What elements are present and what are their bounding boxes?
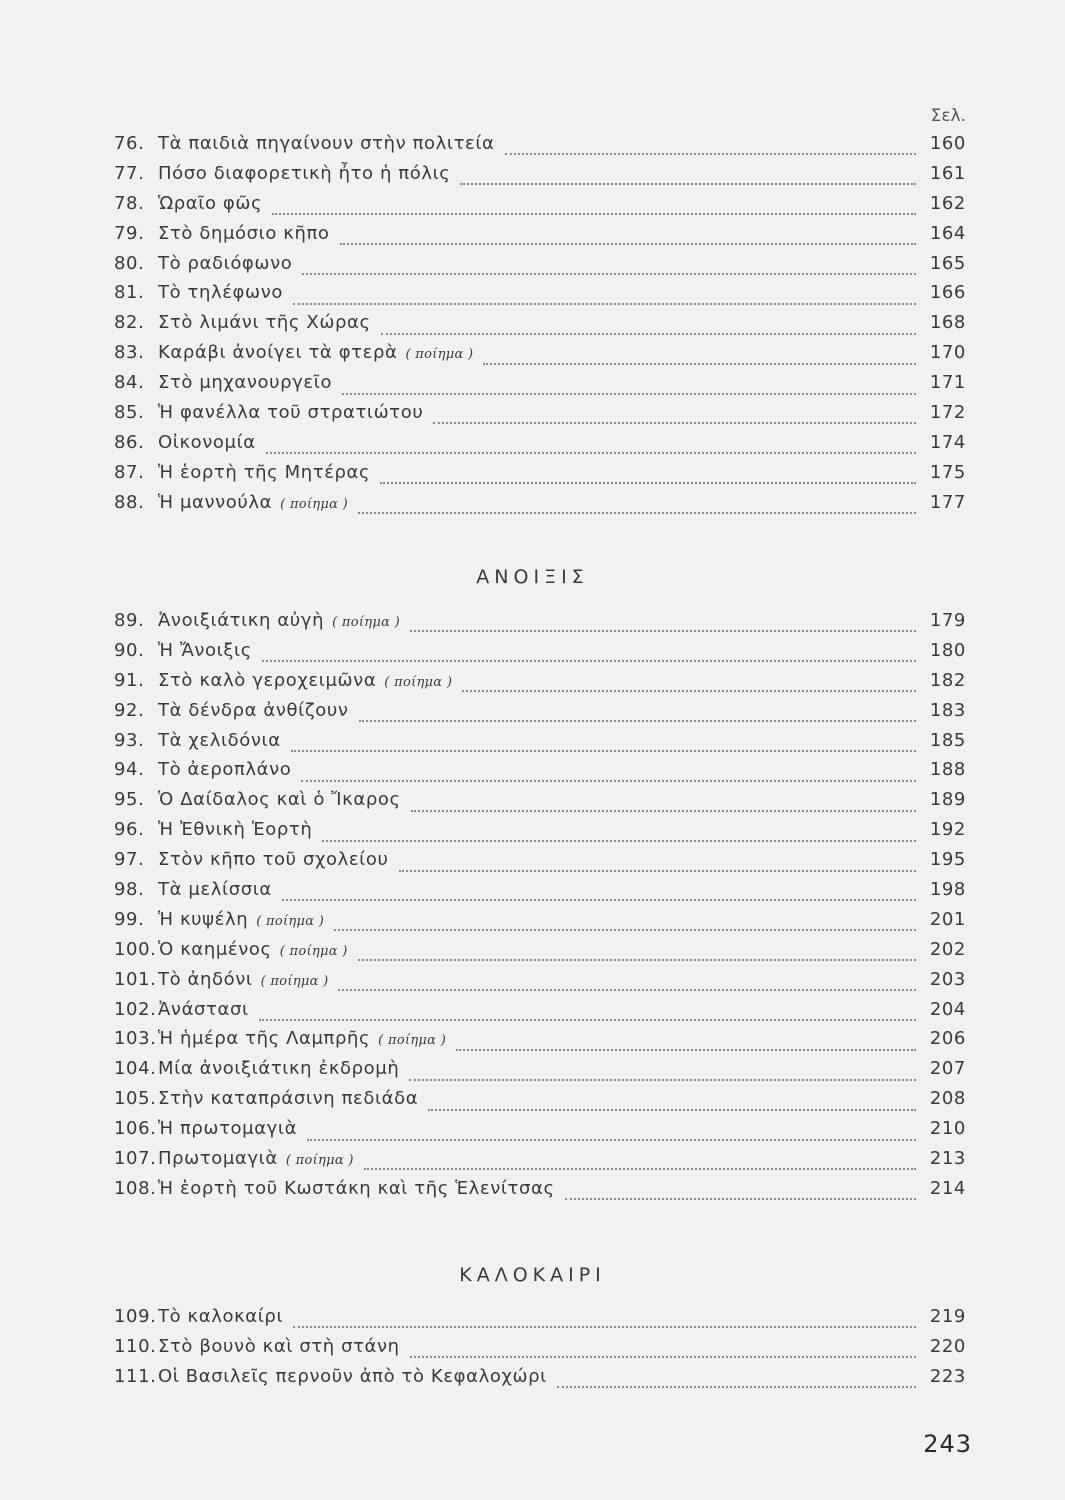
entry-page-number: 219 [929, 1306, 966, 1327]
dot-leader [259, 1018, 916, 1021]
toc-entry [114, 789, 966, 819]
entry-number: 91. [114, 669, 145, 691]
toc-entry [114, 1148, 966, 1178]
dot-leader [483, 362, 916, 365]
toc-entry [114, 492, 966, 522]
entry-title: Ὡραῖο φῶς [158, 192, 263, 214]
toc-entry [114, 1366, 966, 1396]
dot-leader [364, 1167, 916, 1170]
entry-page-number: 206 [929, 1028, 966, 1050]
toc-entry [114, 759, 966, 789]
entry-page-number: 207 [929, 1058, 966, 1080]
entry-number: 101. [114, 968, 157, 990]
entry-number: 85. [114, 402, 145, 424]
entry-page-number: 175 [929, 461, 966, 483]
entry-number: 107. [114, 1148, 157, 1170]
entry-poem-label: ( ποίημα ) [256, 913, 325, 929]
entry-page-number: 210 [929, 1118, 966, 1140]
entry-number: 109. [114, 1306, 157, 1327]
entry-title: Στὸ δημόσιο κῆπο [158, 222, 330, 244]
dot-leader [557, 1385, 916, 1388]
dot-leader [411, 809, 916, 812]
entry-page-number: 185 [929, 729, 966, 751]
entry-number: 110. [114, 1335, 157, 1357]
dot-leader [302, 272, 916, 275]
toc-entry [114, 939, 966, 969]
entry-page-number: 195 [929, 849, 966, 871]
toc-entry [114, 670, 966, 700]
entry-title: Στὸ λιμάνι τῆς Χώρας [158, 312, 371, 334]
dot-leader [410, 1355, 916, 1358]
entry-page-number: 214 [929, 1177, 966, 1199]
entry-page-number: 160 [929, 133, 966, 154]
toc-entry [114, 253, 966, 283]
toc-entry [114, 879, 966, 909]
toc-section-summer [114, 1306, 966, 1396]
dot-leader [456, 1048, 916, 1051]
entry-page-number: 177 [929, 491, 966, 513]
entry-title: Οἱ Βασιλεῖς περνοῦν ἀπὸ τὸ Κεφαλοχώρι [158, 1365, 547, 1387]
entry-number: 78. [114, 192, 145, 214]
entry-number: 95. [114, 789, 145, 811]
entry-page-number: 170 [929, 342, 966, 364]
toc-entry [114, 193, 966, 223]
dot-leader [410, 629, 916, 632]
entry-page-number: 162 [929, 192, 966, 214]
entry-title: Ἀνάστασι [158, 998, 249, 1020]
entry-poem-label: ( ποίημα ) [405, 347, 474, 363]
dot-leader [342, 392, 916, 395]
dot-leader [262, 659, 916, 662]
entry-poem-label: ( ποίημα ) [384, 674, 453, 690]
toc-entry [114, 1028, 966, 1058]
entry-page-number: 198 [929, 879, 966, 901]
entry-title: Ὁ καημένος [158, 938, 272, 960]
dot-leader [381, 332, 916, 335]
entry-number: 80. [114, 252, 145, 274]
entry-page-number: 172 [929, 402, 966, 424]
entry-number: 83. [114, 342, 145, 364]
entry-number: 84. [114, 372, 145, 394]
entry-title: Πόσο διαφορετικὴ ἦτο ἡ πόλις [158, 162, 451, 184]
dot-leader [460, 182, 916, 185]
dot-leader [399, 869, 917, 872]
toc-entry [114, 372, 966, 402]
entry-title: Τὸ ραδιόφωνο [158, 252, 293, 274]
dot-leader [428, 1108, 916, 1111]
entry-title: Οἰκονομία [158, 431, 256, 453]
entry-page-number: 203 [929, 968, 966, 990]
entry-page-number: 220 [929, 1335, 966, 1357]
entry-title: Ἡ ἡμέρα τῆς Λαμπρῆς [158, 1028, 371, 1050]
entry-title: Ἡ κυψέλη [158, 908, 249, 930]
entry-title: Στὸ βουνὸ καὶ στὴ στάνη [158, 1335, 400, 1357]
entry-title: Ἡ ἑορτὴ τοῦ Κωστάκη καὶ τῆς Ἑλενίτσας [158, 1177, 555, 1199]
dot-leader [293, 1325, 916, 1328]
entry-number: 102. [114, 998, 157, 1020]
dot-leader [338, 988, 916, 991]
page-column-header: Σελ. [930, 106, 966, 126]
dot-leader [334, 928, 916, 931]
dot-leader [322, 839, 916, 842]
dot-leader [358, 958, 916, 961]
entry-page-number: 192 [929, 819, 966, 841]
entry-number: 98. [114, 879, 145, 901]
dot-leader [340, 242, 916, 245]
entry-poem-label: ( ποίημα ) [280, 496, 349, 512]
toc-entry [114, 342, 966, 372]
entry-page-number: 201 [929, 908, 966, 930]
entry-number: 100. [114, 938, 157, 960]
toc-entry [114, 223, 966, 253]
entry-number: 90. [114, 639, 145, 661]
entry-title: Τὰ δένδρα ἀνθίζουν [158, 699, 349, 721]
entry-page-number: 174 [929, 431, 966, 453]
toc-entry [114, 1088, 966, 1118]
dot-leader [565, 1197, 916, 1200]
entry-number: 104. [114, 1058, 157, 1080]
dot-leader [293, 302, 916, 305]
toc-entry [114, 1058, 966, 1088]
entry-poem-label: ( ποίημα ) [279, 943, 348, 959]
toc-entry [114, 849, 966, 879]
entry-page-number: 179 [929, 610, 966, 631]
entry-number: 94. [114, 759, 145, 781]
entry-title: Πρωτομαγιὰ [158, 1148, 278, 1170]
section-heading-spring: ΑΝΟΙΞΙΣ [476, 566, 589, 588]
entry-number: 108. [114, 1177, 157, 1199]
entry-number: 99. [114, 908, 145, 930]
toc-entry [114, 909, 966, 939]
entry-title: Ἡ ἑορτὴ τῆς Μητέρας [158, 461, 371, 483]
toc-entry [114, 999, 966, 1029]
entry-number: 79. [114, 222, 145, 244]
toc-entry [114, 1306, 966, 1336]
dot-leader [272, 212, 916, 215]
toc-entry [114, 133, 966, 163]
entry-title: Τὸ καλοκαίρι [158, 1306, 284, 1327]
toc-entry [114, 610, 966, 640]
entry-number: 97. [114, 849, 145, 871]
entry-poem-label: ( ποίημα ) [260, 973, 329, 989]
toc-entry [114, 163, 966, 193]
entry-number: 82. [114, 312, 145, 334]
entry-number: 111. [114, 1365, 157, 1387]
entry-title: Ἡ μαννούλα [158, 491, 273, 513]
entry-number: 105. [114, 1088, 157, 1110]
entry-page-number: 213 [929, 1148, 966, 1170]
entry-title: Ἡ Ἄνοιξις [158, 639, 252, 661]
entry-title: Καράβι ἀνοίγει τὰ φτερὰ [158, 342, 398, 364]
entry-number: 89. [114, 610, 145, 631]
dot-leader [462, 689, 916, 692]
entry-page-number: 189 [929, 789, 966, 811]
entry-number: 96. [114, 819, 145, 841]
entry-poem-label: ( ποίημα ) [332, 615, 400, 630]
entry-number: 77. [114, 162, 145, 184]
entry-title: Ἡ πρωτομαγιὰ [158, 1118, 298, 1140]
entry-title: Στὸ καλὸ γεροχειμῶνα [158, 669, 377, 691]
toc-entry [114, 462, 966, 492]
entry-title: Τὸ ἀηδόνι [158, 968, 253, 990]
toc-entry [114, 282, 966, 312]
entry-number: 81. [114, 282, 145, 304]
toc-section-spring [114, 610, 966, 1208]
toc-entry [114, 402, 966, 432]
entry-page-number: 168 [929, 312, 966, 334]
toc-entry [114, 1178, 966, 1208]
entry-number: 87. [114, 461, 145, 483]
entry-page-number: 165 [929, 252, 966, 274]
entry-number: 86. [114, 431, 145, 453]
entry-page-number: 161 [929, 162, 966, 184]
entry-title: Τὸ ἀεροπλάνο [158, 759, 292, 781]
dot-leader [433, 421, 916, 424]
toc-entry [114, 969, 966, 999]
entry-title: Μία ἀνοιξιάτικη ἐκδρομὴ [158, 1058, 400, 1080]
entry-title: Στὸν κῆπο τοῦ σχολείου [158, 849, 389, 871]
dot-leader [301, 779, 916, 782]
entry-page-number: 204 [929, 998, 966, 1020]
toc-section-1 [114, 133, 966, 522]
toc-entry [114, 819, 966, 849]
dot-leader [358, 511, 916, 514]
entry-page-number: 202 [929, 938, 966, 960]
entry-title: Τὸ τηλέφωνο [158, 282, 283, 304]
dot-leader [282, 898, 916, 901]
entry-title: Τὰ χελιδόνια [158, 729, 281, 751]
toc-entry [114, 640, 966, 670]
entry-title: Στὸ μηχανουργεῖο [158, 372, 333, 394]
entry-number: 76. [114, 133, 145, 154]
entry-title: Τὰ μελίσσια [158, 879, 272, 901]
dot-leader [359, 719, 916, 722]
entry-page-number: 183 [929, 699, 966, 721]
entry-title: Τὰ παιδιὰ πηγαίνουν στὴν πολιτεία [158, 133, 495, 154]
entry-number: 93. [114, 729, 145, 751]
entry-number: 92. [114, 699, 145, 721]
toc-entry [114, 1118, 966, 1148]
entry-title: Ἡ φανέλλα τοῦ στρατιώτου [158, 402, 424, 424]
dot-leader [266, 451, 916, 454]
toc-entry [114, 432, 966, 462]
entry-page-number: 180 [929, 639, 966, 661]
toc-entry [114, 312, 966, 342]
toc-entry [114, 700, 966, 730]
dot-leader [409, 1078, 916, 1081]
entry-poem-label: ( ποίημα ) [378, 1033, 447, 1049]
entry-page-number: 164 [929, 222, 966, 244]
entry-title: Στὴν καταπράσινη πεδιάδα [158, 1088, 419, 1110]
entry-page-number: 188 [929, 759, 966, 781]
entry-title: Ὁ Δαίδαλος καὶ ὁ Ἴκαρος [158, 789, 401, 811]
entry-number: 88. [114, 491, 145, 513]
entry-page-number: 171 [929, 372, 966, 394]
entry-number: 103. [114, 1028, 157, 1050]
entry-page-number: 166 [929, 282, 966, 304]
entry-poem-label: ( ποίημα ) [285, 1153, 354, 1169]
dot-leader [505, 152, 916, 155]
entry-page-number: 223 [929, 1365, 966, 1387]
entry-title: Ἡ Ἐθνικὴ Ἑορτὴ [158, 819, 313, 841]
entry-page-number: 208 [929, 1088, 966, 1110]
entry-number: 106. [114, 1118, 157, 1140]
section-heading-summer: ΚΑΛΟΚΑΙΡΙ [459, 1264, 606, 1286]
entry-page-number: 182 [929, 669, 966, 691]
dot-leader [307, 1138, 916, 1141]
toc-entry [114, 730, 966, 760]
dot-leader [380, 481, 916, 484]
page-number: 243 [923, 1430, 972, 1458]
dot-leader [291, 749, 916, 752]
toc-entry [114, 1336, 966, 1366]
entry-title: Ἀνοιξιάτικη αὐγὴ [158, 610, 325, 631]
